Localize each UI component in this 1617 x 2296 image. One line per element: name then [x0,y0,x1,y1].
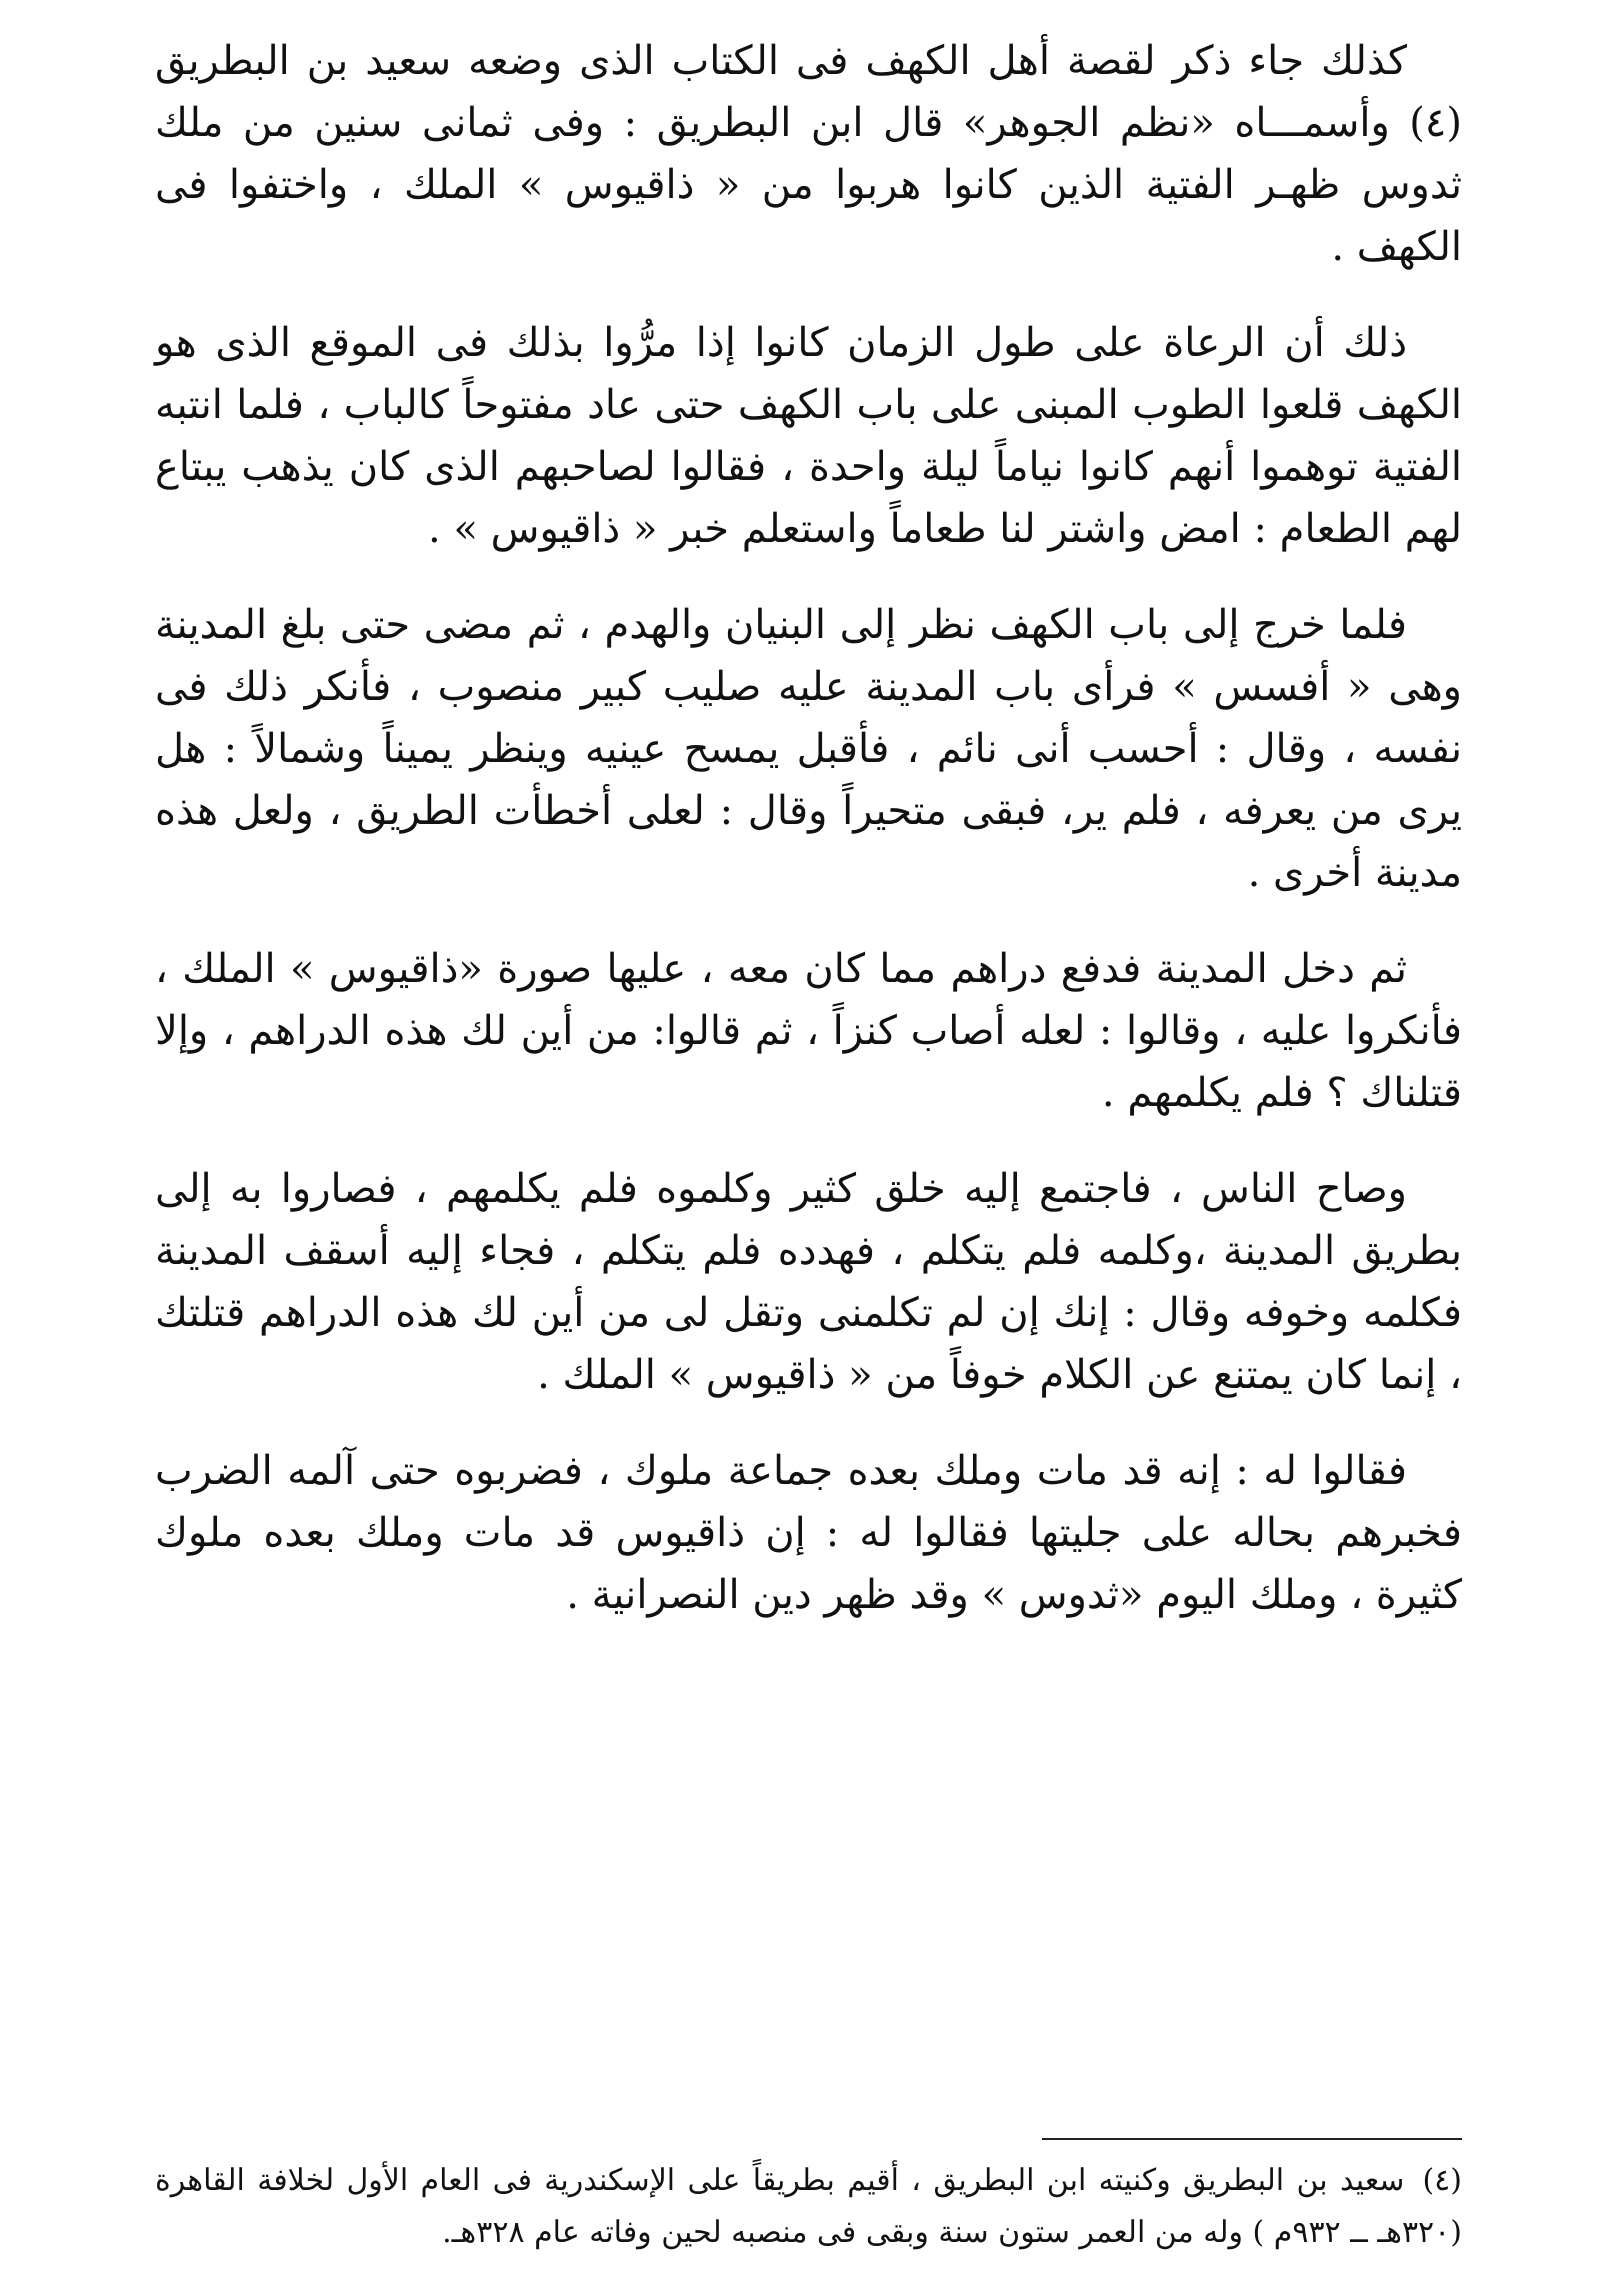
paragraph-1: كذلك جاء ذكر لقصة أهل الكهف فى الكتاب الذى وضعه سعيد بن البطريق (٤) وأسمـــاه «نظم الجوهر» قال ابن البطريق : وفى ثمانى سنين من ملك ثدوس ظهـر الفتية الذين كانوا هربوا من « ذاقيوس » الملك ، واختفوا فى الكهف . [155,38,1462,270]
paragraph-6: فقالوا له : إنه قد مات وملك بعده جماعة ملوك ، فضربوه حتى آلمه الضرب فخبرهم بحاله على جليتها فقالوا له : إن ذاقيوس قد مات وملك بعده ملوك كثيرة ، وملك اليوم «ثدوس » وقد ظهر دين النصرانية . [155,1448,1462,1618]
footnote-marker: (٤) [1422,2163,1462,2198]
paragraph-2: ذلك أن الرعاة على طول الزمان كانوا إذا مرُّوا بذلك فى الموقع الذى هو الكهف قلعوا الطوب المبنى على باب الكهف حتى عاد مفتوحاً كالباب ، فلما انتبه الفتية توهموا أنهم كانوا نياماً ليلة واحدة ، فقالوا لصاحبهم الذى كان يذهب يبتاع لهم الطعام : امض واشتر لنا طعاماً واستعلم خبر « ذاقيوس » . [155,320,1462,552]
paragraph-4: ثم دخل المدينة فدفع دراهم مما كان معه ، عليها صورة «ذاقيوس » الملك ، فأنكروا عليه ، وقالوا : لعله أصاب كنزاً ، ثم قالوا: من أين لك هذه الدراهم ، وإلا قتلناك ؟ فلم يكلمهم . [155,946,1462,1116]
footnote [155,2155,1462,2259]
paragraph-5: وصاح الناس ، فاجتمع إليه خلق كثير وكلموه فلم يكلمهم ، فصاروا به إلى بطريق المدينة ،وكلمه فلم يتكلم ، فهدده فلم يتكلم ، فجاء إليه أسقف المدينة فكلمه وخوفه وقال : إنك إن لم تكلمنى وتقل لى من أين لك هذه الدراهم قتلتك ، إنما كان يمتنع عن الكلام خوفاً من « ذاقيوس » الملك . [155,1166,1462,1398]
body-text [155,30,1462,1660]
footnote-separator [1042,2138,1462,2140]
paragraph-3: فلما خرج إلى باب الكهف نظر إلى البنيان والهدم ، ثم مضى حتى بلغ المدينة وهى « أفسس » فرأى باب المدينة عليه صليب كبير منصوب ، فأنكر ذلك فى نفسه ، وقال : أحسب أنى نائم ، فأقبل يمسح عينيه وينظر يميناً وشمالاً : هل يرى من يعرفه ، فلم ير، فبقى متحيراً وقال : لعلى أخطأت الطريق ، ولعل هذه مدينة أخرى . [155,602,1462,896]
footnote-text: سعيد بن البطريق وكنيته ابن البطريق ، أقيم بطريقاً على الإسكندرية فى العام الأول لخلافة القاهرة (٣٢٠هـ ــ ٩٣٢م ) وله من العمر ستون سنة وبقى فى منصبه لحين وفاته عام ٣٢٨هـ. [155,2163,1462,2250]
